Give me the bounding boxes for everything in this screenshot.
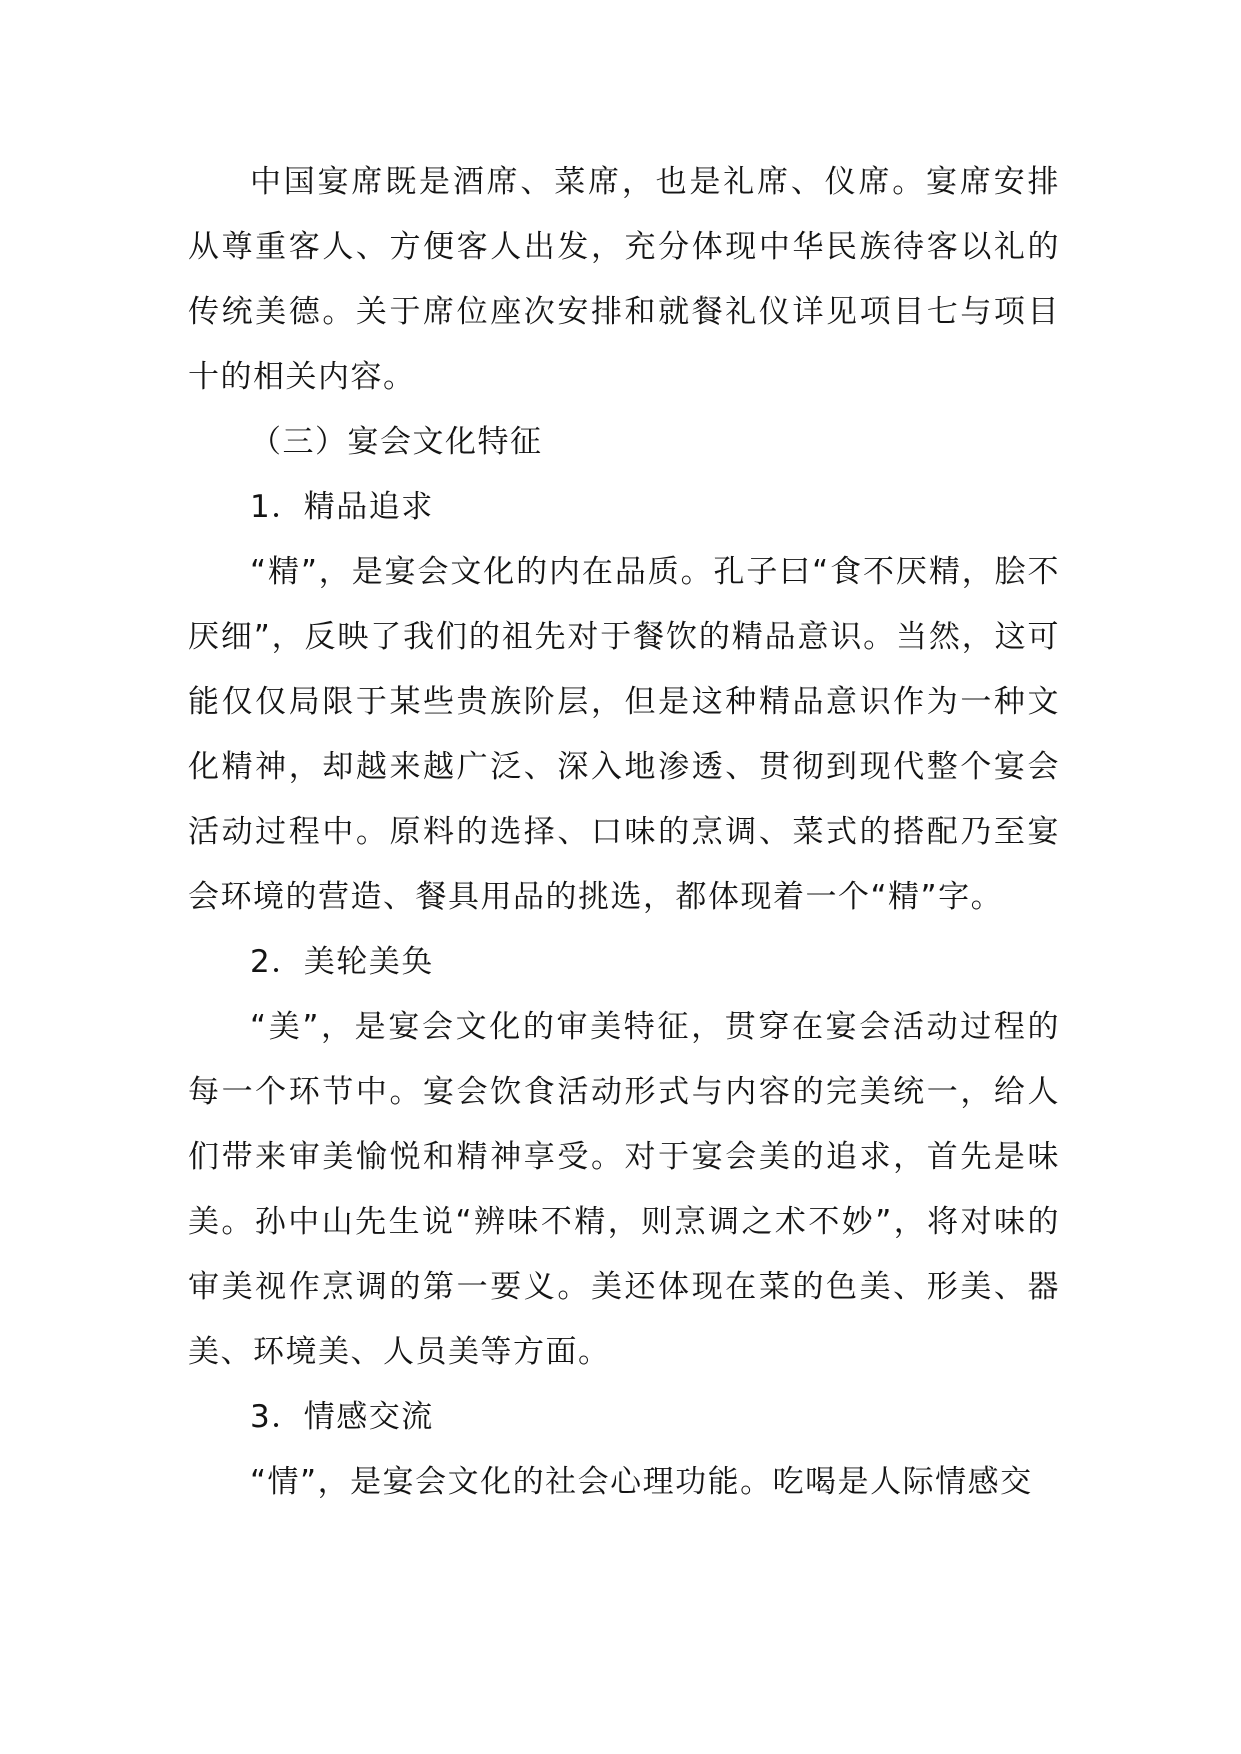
paragraph-emotional-exchange: “情”，是宴会文化的社会心理功能。吃喝是人际情感交 — [250, 1464, 1033, 1500]
paragraph-beauty: “美”，是宴会文化的审美特征，贯穿在宴会活动过程的每一个环节中。宴会饮食活动形式与内容的完美统一，给人们带来审美愉悦和精神享受。对于宴会美的追求，首先是味美。孙中山先生说“辨味不精，则烹调之术不妙”，将对味的审美视作烹调的第一要义。美还体现在菜的色美、形美、器美、环境美、人员美等方面。 — [188, 1009, 1060, 1370]
paragraph-banquet-etiquette: 中国宴席既是酒席、菜席，也是礼席、仪席。宴席安排从尊重客人、方便客人出发，充分体现中华民族待客以礼的传统美德。关于席位座次安排和就餐礼仪详见项目七与项目十的相关内容。 — [188, 164, 1060, 395]
subheading-pursuit-of-excellence: 1．精品追求 — [250, 489, 434, 525]
document-body — [188, 150, 1060, 1515]
subheading-beauty: 2．美轮美奂 — [250, 944, 434, 980]
subheading-emotional-exchange: 3．情感交流 — [250, 1399, 434, 1435]
section-heading-banquet-culture: （三）宴会文化特征 — [250, 424, 543, 460]
paragraph-excellence: “精”，是宴会文化的内在品质。孔子曰“食不厌精，脍不厌细”，反映了我们的祖先对于餐饮的精品意识。当然，这可能仅仅局限于某些贵族阶层，但是这种精品意识作为一种文化精神，却越来越广泛、深入地渗透、贯彻到现代整个宴会活动过程中。原料的选择、口味的烹调、菜式的搭配乃至宴会环境的营造、餐具用品的挑选，都体现着一个“精”字。 — [188, 554, 1060, 915]
